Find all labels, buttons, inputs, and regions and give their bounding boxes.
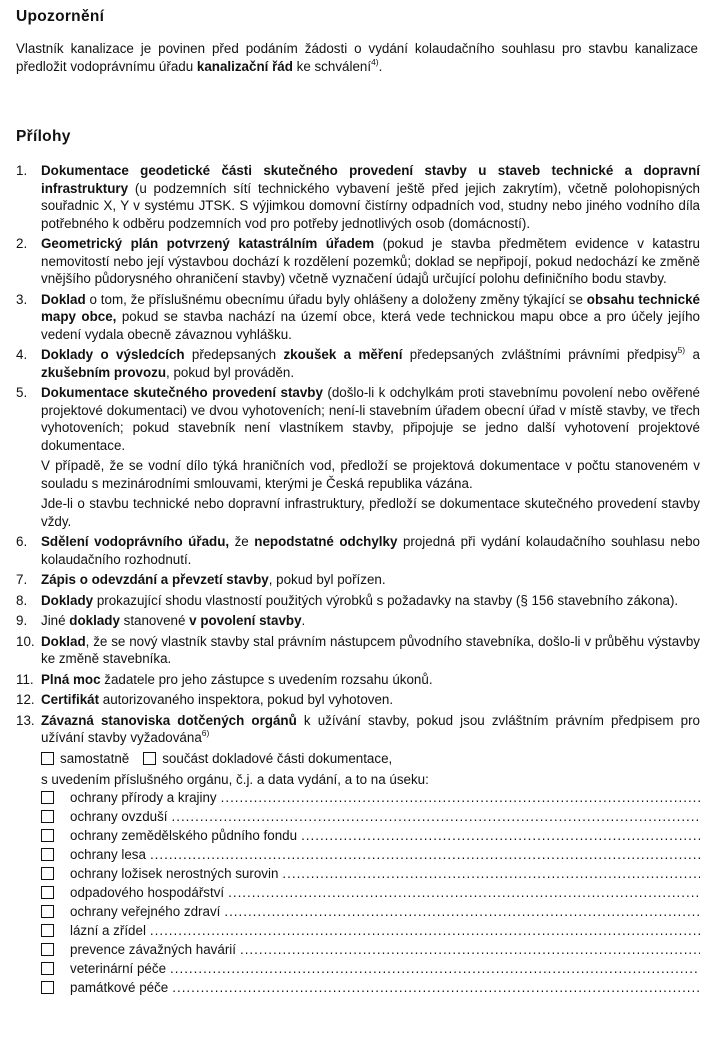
list-item [16,384,700,454]
authority-checkbox[interactable] [41,943,54,956]
footnote-ref: 5) [677,345,686,355]
fill-in-field[interactable] [150,922,700,940]
item-bold: Plná moc [41,671,101,687]
item-text-part: stanovené [119,613,190,628]
item-bold: nepodstatné odchylky [254,534,398,549]
item-text-part: autorizovaného inspektora, pokud byl vyhotoven. [99,692,394,707]
item-number: 5. [16,385,28,400]
list-item [16,592,700,610]
authority-label: ochrany ložisek nerostných surovin [70,865,279,881]
list-item [16,571,700,589]
item-text [41,671,700,689]
warning-text [16,40,698,75]
authority-rows [16,788,700,997]
authority-checkbox[interactable] [41,791,54,804]
list-item [16,291,700,344]
separately-checkbox[interactable] [41,752,54,765]
fill-in-field[interactable] [221,789,700,807]
authority-row [41,807,700,826]
authority-label: ochrany lesa [70,846,146,862]
item-text [41,571,700,589]
item-paragraph: V případě, že se vodní dílo týká hraničních vod, předloží se projektová dokumentace v počtu stanoveném v souladu s mezinárodními smlouvami, kterými je Česká republika vázána. [41,458,700,491]
authority-checkbox[interactable] [41,848,54,861]
authority-checkbox[interactable] [41,924,54,937]
item-number: 13. [16,712,35,728]
item-bold: Závazná stanoviska dotčených orgánů [41,712,297,728]
item-bold: v povolení stavby [189,613,302,628]
item-text [41,384,700,454]
fill-in-field[interactable] [240,941,700,959]
authority-label: prevence závažných havárií [70,941,236,957]
item-text [41,633,700,668]
fill-in-field[interactable] [301,827,700,845]
item-paragraph: Jde-li o stavbu technické nebo dopravní infrastruktury, předloží se dokumentace skutečného provedení stavby vždy. [41,496,700,529]
item-text-part: prokazující shodu vlastností použitých výrobků s požadavky na stavby (§ 156 stavebního zákona). [93,592,679,608]
authority-label: ochrany přírody a krajiny [70,789,217,805]
item-number: 2. [16,236,28,251]
warning-text-part: . [378,58,383,74]
attachments-heading: Přílohy [16,128,71,145]
item-text-part: předepsaných zvláštními právními předpisy [402,347,678,362]
item-text-part: , pokud byl pořízen. [268,572,386,587]
item-number: 1. [16,163,28,178]
item-bold: Doklad [41,291,86,307]
item-bold: Geometrický plán potvrzený katastrálním úřadem [41,236,375,251]
item-text [41,533,700,568]
authority-row [41,921,700,940]
item-text [41,712,700,747]
item-text-part: , že se nový vlastník stavby stal právním nástupcem původního stavebníka, došlo-li v průběhu výstavby ke změně stavebníka. [41,633,700,666]
item-bold: zkoušek a měření [283,347,403,362]
list-item [16,712,700,747]
warning-bold: kanalizační řád [196,58,293,74]
list-item [16,235,700,288]
item-bold: Certifikát [41,692,100,707]
authority-label: lázní a zřídel [70,922,146,938]
item-text [41,162,700,232]
item-text-part: o tom, že příslušnému obecnímu úřadu byly ohlášeny a doloženy změny týkající se [85,291,587,307]
authority-row [41,940,700,959]
item-text-part: žadatele pro jeho zástupce s uvedením rozsahu úkonů. [100,671,433,687]
item-number: 3. [16,291,28,307]
item-number: 12. [16,692,35,707]
separately-label: samostatně [60,750,130,766]
authority-row [41,959,700,978]
item-number: 10. [16,633,35,649]
item-text-part: (došlo-li k odchylkám proti stavebnímu povolení nebo ověřené projektové dokumentaci) ve dvou vyhotoveních; není-li stavebním úřadem obecní úřad v místě stavby, ve třech vyhotoveních; pokud stavebník není vlastníkem stavby, připojuje se jedno další vyhotovení projektové dokumentace. [41,385,701,453]
authority-row [41,788,700,807]
item-text-part: k užívání stavby, pokud jsou zvláštním právním předpisem pro užívání stavby vyžadována [41,712,701,745]
authority-row [41,902,700,921]
item-bold: obsahu technické mapy obce, [41,291,700,324]
authority-checkbox[interactable] [41,829,54,842]
list-item [16,533,700,568]
authorities-intro: s uvedením příslušného orgánu, č.j. a data vydání, a to na úseku: [41,771,429,787]
authority-label: ochrany zemědělského půdního fondu [70,827,298,843]
fill-in-field[interactable] [282,865,700,883]
item-text-part: Jiné [41,613,70,628]
item-text [41,592,700,610]
item-bold: Doklady [41,592,94,608]
footnote-ref: 6) [201,728,210,738]
fill-in-field[interactable] [172,979,700,997]
list-item [16,346,700,381]
attachments-list [16,162,700,997]
list-item [16,162,700,232]
authority-label: ochrany veřejného zdraví [70,903,221,919]
authority-label: památkové péče [70,979,169,995]
item-bold: doklady [69,613,120,628]
fill-in-field[interactable] [224,903,700,921]
item-text-part: pokud se stavba nachází na území obce, která vede technickou mapu obce a pro účely jejího vedení vydala obecně závaznou vyhlášku. [41,309,700,342]
authority-checkbox[interactable] [41,962,54,975]
warning-text-part: ke schválení [292,58,372,74]
item-text-part: a [685,347,700,362]
authority-row [41,883,700,902]
list-item [16,671,700,689]
item-number: 9. [16,613,28,628]
item-text [41,235,700,288]
item-text [41,346,700,381]
item-text-part: (pokud je stavba předmětem evidence v katastru nemovitostí nebo její výstavbou dochází k rozdělení pozemků; doklad se nepřipojí, pokud nedochází ke změně vnějšího půdorysného ohraničení stavby) včetně vyznačení údajů určující polohu definičního bodu stavby. [41,236,701,286]
authority-label: ochrany ovzduší [70,808,168,824]
item-bold: Sdělení vodoprávního úřadu, [41,534,230,549]
authority-checkbox[interactable] [41,810,54,823]
item-number: 7. [16,572,28,587]
item-number: 4. [16,347,28,362]
item-text-part: (u podzemních sítí technického vybavení ještě před jejich zakrytím), včetně polohopisných souřadnic X, Y v systému JTSK. S výjimkou domovní čistírny odpadních vod, studny nebo jiného vodního díla potřebného k odběru podzemních vod pro potřeby jednotlivých osob (domácností). [41,180,700,231]
part-of-documentation-checkbox[interactable] [143,752,156,765]
item-number: 6. [16,534,28,549]
item-bold: Doklad [41,633,86,649]
authority-row [41,845,700,864]
item-bold: Dokumentace skutečného provedení stavby [41,385,323,400]
footnote-ref: 4) [371,56,379,67]
fill-in-field[interactable] [170,960,700,978]
submission-options [16,749,700,769]
authority-checkbox[interactable] [41,981,54,994]
authority-checkbox[interactable] [41,867,54,880]
item-text-part: že [229,534,255,549]
item-bold: Doklady o výsledcích [41,347,185,362]
authority-row [41,864,700,883]
authority-checkbox[interactable] [41,886,54,899]
item-bold: Dokumentace geodetické části skutečného provedení stavby u staveb technické a dopravní infrastruktury [41,163,700,196]
item-text-part: . [301,613,306,628]
list-item [16,691,700,709]
authority-row [41,826,700,845]
authority-label: odpadového hospodářství [70,884,225,900]
item-number: 8. [16,592,28,608]
item-text-part: , pokud byl prováděn. [166,364,295,380]
fill-in-field[interactable] [172,808,700,826]
item-bold: Zápis o odevzdání a převzetí stavby [41,572,269,587]
warning-heading: Upozornění [16,8,105,25]
list-item [16,612,700,630]
item-bold: zkušebním provozu [41,364,166,380]
authority-checkbox[interactable] [41,905,54,918]
authority-row [41,978,700,997]
item-text-part: projedná při vydání kolaudačního souhlasu nebo kolaudačního rozhodnutí. [41,534,700,567]
item-number: 11. [16,671,34,687]
item-text-part: předepsaných [184,347,284,362]
item-text [41,291,700,344]
fill-in-field[interactable] [228,884,700,902]
item-text [41,612,700,630]
list-item [16,633,700,668]
fill-in-field[interactable] [150,846,700,864]
item-text [41,691,700,709]
warning-text-part: Vlastník kanalizace je povinen před podáním žádosti o vydání kolaudačního souhlasu pro stavbu kanalizace předložit vodoprávnímu úřadu [16,41,698,74]
part-of-documentation-label: součást dokladové části dokumentace, [162,750,393,766]
authority-label: veterinární péče [70,960,167,976]
